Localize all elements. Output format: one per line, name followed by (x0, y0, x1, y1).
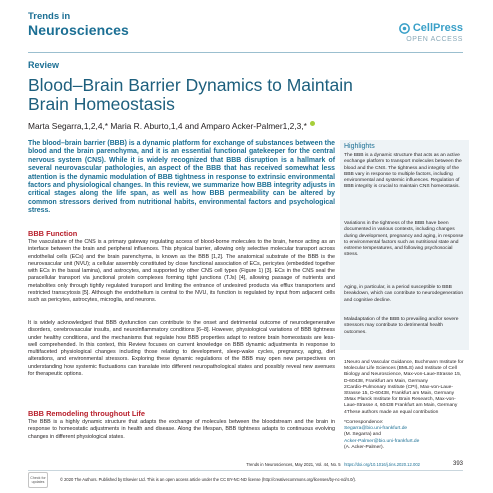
abstract: The blood–brain barrier (BBB) is a dynamic platform for exchange of substances between the blood and the brain parenchyma, and it is an essential functional gatekeeper for the central nervous system (CNS). While it is widely recognized that BBB disruption is a hallmark of several neurovascular pathologies, an aspect of the BBB that has received somewhat less attention is the dynamic modulation of BBB tightness in response to extrinsic environmental factors and physiological changes. In this review, we summarize how BBB integrity adjusts in critical stages along the life span, as well as how BBB permeability can be altered by common stressors derived from nutritional habits, environmental factors and psychological stress. (28, 140, 335, 215)
highlights-title: Highlights (344, 143, 375, 150)
cellpress-icon (399, 23, 410, 34)
highlight-item: Aging, in particular, is a period susceptible to BBB breakdown, which can contribute to neurodegeneration and cognitive decline. (344, 285, 464, 303)
footer-citation (190, 462, 420, 467)
author-list (28, 121, 315, 131)
affiliations: 1Neuro and Vascular Guidance, Buchmann Institute for Molecular Life Sciences (BMLS) and Institute of Cell Biology and Neuroscience, Max-von-Laue-Strasse 15, D-60438, Frankfurt am Main, Germany 2Cardio-Pulmonary Institute (CPI), Max-von-Laue-Strasse 15, D-60438, Frankfurt am Main, Germany 3Max Planck Institute for Brain Research, Max-von-Laue-Strasse 4, 60438 Frankfurt am Main, Germany 4These authors made an equal contribution (344, 360, 464, 415)
header-divider (28, 52, 463, 53)
highlight-item: Variations in the tightness of the BBB have been documented in various contexts, including changes during development, pregnancy and aging, in response to environmental factors such as nutritional state and extreme temperatures, and following psychosocial stress. (344, 221, 464, 258)
section-text-intro-paragraph-2: It is widely acknowledged that BBB dysfunction can contribute to the onset and detrimental outcome of neurodegenerative disorders, cerebrovascular insults, and neuroinflammatory conditions [6–8]. However, physiological variations of BBB tightness under healthy conditions, and the mechanisms that regulate how BBB properties adapt to restore brain homeostasis are less-well comprehended. In this context, this Review focuses on current knowledge on BBB dynamic adjustments in response to multifaceted physiological changes including those relating to development, sleep-wake cycles, pregnancy, aging, diet alterations, and environmental stressors. Exploring these dynamic regulations of the BBB may open new perspectives on understanding how systemic fluctuations can translate into different neuropathological states and possibly reveal new avenues for therapeutic options. (28, 320, 335, 378)
section-heading-bbb-remodeling: BBB Remodeling throughout Life (28, 409, 146, 418)
correspondence (344, 420, 464, 451)
citation-text: Trends in Neurosciences, May 2021, Vol. 44, No. 5 (246, 462, 341, 467)
section-text-bbb-function: The vasculature of the CNS is a primary gateway regulating access of blood-borne molecules to the brain, hence acting as an interface between the brain and peripheral influences. This physical barrier, allowing only selective molecular transport across endothelial cells (ECs) and the brain parenchyma, is known as the BBB [1,2]. The anatomical substrate of the BBB is the neurovascular unit (NVU); a cellular assembly constituted by close functional association of ECs, pericytes (embedded together with ECs in the basal lamina), and astrocytes, and supported by other CNS cell types (Figure 1) [3]. ECs in the CNS seal the paracellular transport via junctional protein complexes forming tight junctions (TJs) [4], allowing passage of nutrients and metabolites only through tightly regulated transport and limiting the entrance of undesired products via efflux transporters and restricted transcytosis [5]. Although the endothelium is central to the NVU, its function is regulated by input from adjacent cells such as pericytes, astrocytes, microglia, and neurons. (28, 239, 335, 304)
footer-divider (28, 470, 463, 471)
journal-name-line2: Neurosciences (28, 22, 129, 38)
email-link-segarra[interactable]: Segarra@bio.uni-frankfurt.de (344, 426, 408, 432)
publisher-name: CellPress (412, 22, 463, 34)
check-for-updates-badge[interactable]: Check for updates (28, 472, 48, 488)
orcid-icon[interactable] (310, 121, 315, 126)
correspondence-name-2: (A. Acker-Palmer). (344, 444, 384, 450)
open-access-label: OPEN ACCESS (406, 36, 463, 43)
section-heading-bbb-function: BBB Function (28, 229, 78, 238)
doi-link[interactable]: https://doi.org/10.1016/j.tins.2020.12.002 (344, 462, 420, 467)
email-link-acker-palmer[interactable]: Acker-Palmer@bio.uni-frankfurt.de (344, 438, 420, 444)
publisher-logo[interactable] (399, 22, 463, 34)
page-number: 393 (452, 461, 463, 467)
journal-name-line1: Trends in (28, 11, 71, 22)
article-type: Review (28, 60, 60, 70)
article-title: Blood–Brain Barrier Dynamics to Maintain Brain Homeostasis (28, 75, 353, 114)
correspondence-label: *Correspondence: (344, 420, 384, 425)
highlight-item: The BBB is a dynamic structure that acts as an active exchange platform to transport molecules between the blood and the CNS. The tightness and integrity of the BBB vary in response to multiple factors, including environmental and systemic influences. Regulation of BBB integrity is crucial to maintain CNS homeostasis. (344, 153, 462, 190)
copyright-notice: © 2020 The Authors. Published by Elsevier Ltd. This is an open access article under the CC BY-NC-ND license (http://creativecommons.org/licenses/by-nc-nd/4.0/). (60, 477, 357, 482)
author-names: Marta Segarra,1,2,4,* Maria R. Aburto,1,4 and Amparo Acker-Palmer1,2,3,* (28, 121, 307, 131)
correspondence-name-1: (M. Segarra) and (344, 432, 381, 438)
highlight-item: Maladaptation of the BBB to prevailing and/or severe stressors may contribute to detrimental health outcomes. (344, 317, 459, 335)
section-text-bbb-remodeling: The BBB is a highly dynamic structure that adapts the exchange of molecules between the bloodstream and the brain in response to homeostatic adjustments in health and disease. Along the lifespan, BBB tightness adapts to continuous evolving changes in different physiological states. (28, 419, 335, 440)
